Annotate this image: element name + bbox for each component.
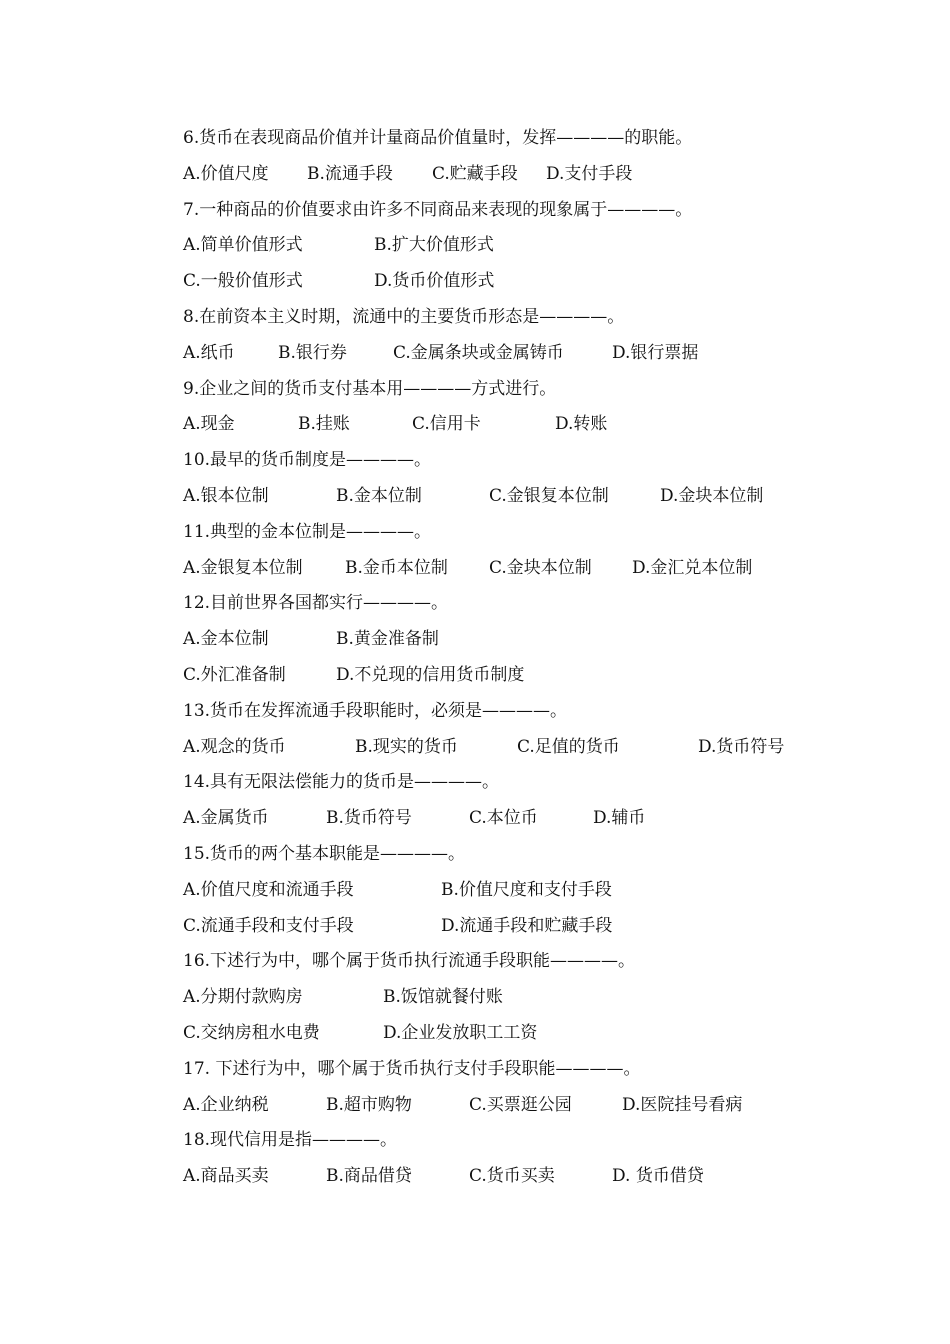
option-18b: B.商品借贷 <box>326 1166 412 1187</box>
option-9a: A.现金 <box>183 414 235 435</box>
option-11b: B.金币本位制 <box>345 557 448 578</box>
option-9b: B.挂账 <box>298 414 350 435</box>
question-6: 6.货币在表现商品价值并计量商品价值量时，发挥————的职能。 <box>183 128 693 148</box>
options-15-row1 <box>183 873 923 909</box>
option-13b: B.现实的货币 <box>355 736 458 757</box>
option-11a: A.金银复本位制 <box>183 557 303 578</box>
options-15-row2 <box>183 909 923 945</box>
option-7a: A.简单价值形式 <box>183 235 303 256</box>
option-12b: B.黄金准备制 <box>336 629 439 650</box>
option-17c: C.买票逛公园 <box>469 1094 572 1115</box>
option-14b: B.货币符号 <box>326 808 412 829</box>
option-14d: D.辅币 <box>593 808 646 829</box>
exam-page <box>183 121 923 1195</box>
option-7d: D.货币价值形式 <box>374 271 495 292</box>
option-11d: D.金汇兑本位制 <box>632 557 753 578</box>
options-14 <box>183 801 923 837</box>
option-16a: A.分期付款购房 <box>183 987 303 1008</box>
question-14: 14.具有无限法偿能力的货币是————。 <box>183 772 500 793</box>
option-6c: C.贮藏手段 <box>432 163 518 184</box>
options-17 <box>183 1088 923 1124</box>
option-14a: A.金属货币 <box>183 808 269 829</box>
options-9 <box>183 407 923 443</box>
option-10b: B.金本位制 <box>336 485 422 506</box>
option-9c: C.信用卡 <box>412 414 481 435</box>
option-6a: A.价值尺度 <box>183 163 269 184</box>
option-9d: D.转账 <box>555 414 608 435</box>
option-13a: A.观念的货币 <box>183 736 286 757</box>
options-7-row1 <box>183 228 923 264</box>
options-16-row1 <box>183 980 923 1016</box>
question-8: 8.在前资本主义时期，流通中的主要货币形态是————。 <box>183 306 625 327</box>
question-12: 12.目前世界各国都实行————。 <box>183 593 449 614</box>
options-6 <box>183 157 923 193</box>
option-12c: C.外汇准备制 <box>183 664 286 685</box>
option-8b: B.银行券 <box>278 342 347 363</box>
options-11 <box>183 551 923 587</box>
option-8c: C.金属条块或金属铸币 <box>393 342 564 363</box>
option-16d: D.企业发放职工工资 <box>383 1022 538 1043</box>
option-15a: A.价值尺度和流通手段 <box>183 879 354 900</box>
question-13: 13.货币在发挥流通手段职能时，必须是————。 <box>183 700 568 721</box>
option-6d: D.支付手段 <box>546 163 633 184</box>
option-17b: B.超市购物 <box>326 1094 412 1115</box>
option-15c: C.流通手段和支付手段 <box>183 915 354 936</box>
question-15: 15.货币的两个基本职能是————。 <box>183 843 466 864</box>
option-7c: C.一般价值形式 <box>183 271 303 292</box>
option-12d: D.不兑现的信用货币制度 <box>336 664 525 685</box>
option-10d: D.金块本位制 <box>660 485 764 506</box>
options-8 <box>183 336 923 372</box>
options-13 <box>183 730 923 766</box>
question-7: 7.一种商品的价值要求由许多不同商品来表现的现象属于————。 <box>183 199 693 220</box>
option-7b: B.扩大价值形式 <box>374 235 494 256</box>
option-15b: B.价值尺度和支付手段 <box>441 879 612 900</box>
options-12-row2 <box>183 658 923 694</box>
option-18a: A.商品买卖 <box>183 1166 269 1187</box>
option-6b: B.流通手段 <box>307 163 393 184</box>
options-12-row1 <box>183 622 923 658</box>
option-12a: A.金本位制 <box>183 629 269 650</box>
option-13d: D.货币符号 <box>698 736 785 757</box>
option-16c: C.交纳房租水电费 <box>183 1022 320 1043</box>
question-10: 10.最早的货币制度是————。 <box>183 450 432 471</box>
option-15d: D.流通手段和贮藏手段 <box>441 915 613 936</box>
question-16: 16.下述行为中，哪个属于货币执行流通手段职能————。 <box>183 951 636 972</box>
question-11: 11.典型的金本位制是————。 <box>183 521 432 542</box>
option-18c: C.货币买卖 <box>469 1166 555 1187</box>
option-11c: C.金块本位制 <box>489 557 592 578</box>
options-18 <box>183 1159 923 1195</box>
options-7-row2 <box>183 264 923 300</box>
option-17d: D.医院挂号看病 <box>622 1094 743 1115</box>
option-10a: A.银本位制 <box>183 485 269 506</box>
question-18: 18.现代信用是指————。 <box>183 1130 398 1151</box>
options-10 <box>183 479 923 515</box>
option-17a: A.企业纳税 <box>183 1094 269 1115</box>
option-10c: C.金银复本位制 <box>489 485 609 506</box>
option-8d: D.银行票据 <box>612 342 699 363</box>
question-9: 9.企业之间的货币支付基本用————方式进行。 <box>183 378 557 399</box>
option-8a: A.纸币 <box>183 342 235 363</box>
option-18d: D. 货币借贷 <box>612 1166 704 1187</box>
option-14c: C.本位币 <box>469 808 538 829</box>
option-16b: B.饭馆就餐付账 <box>383 987 503 1008</box>
options-16-row2 <box>183 1016 923 1052</box>
question-17: 17. 下述行为中，哪个属于货币执行支付手段职能————。 <box>183 1058 641 1079</box>
option-13c: C.足值的货币 <box>517 736 620 757</box>
